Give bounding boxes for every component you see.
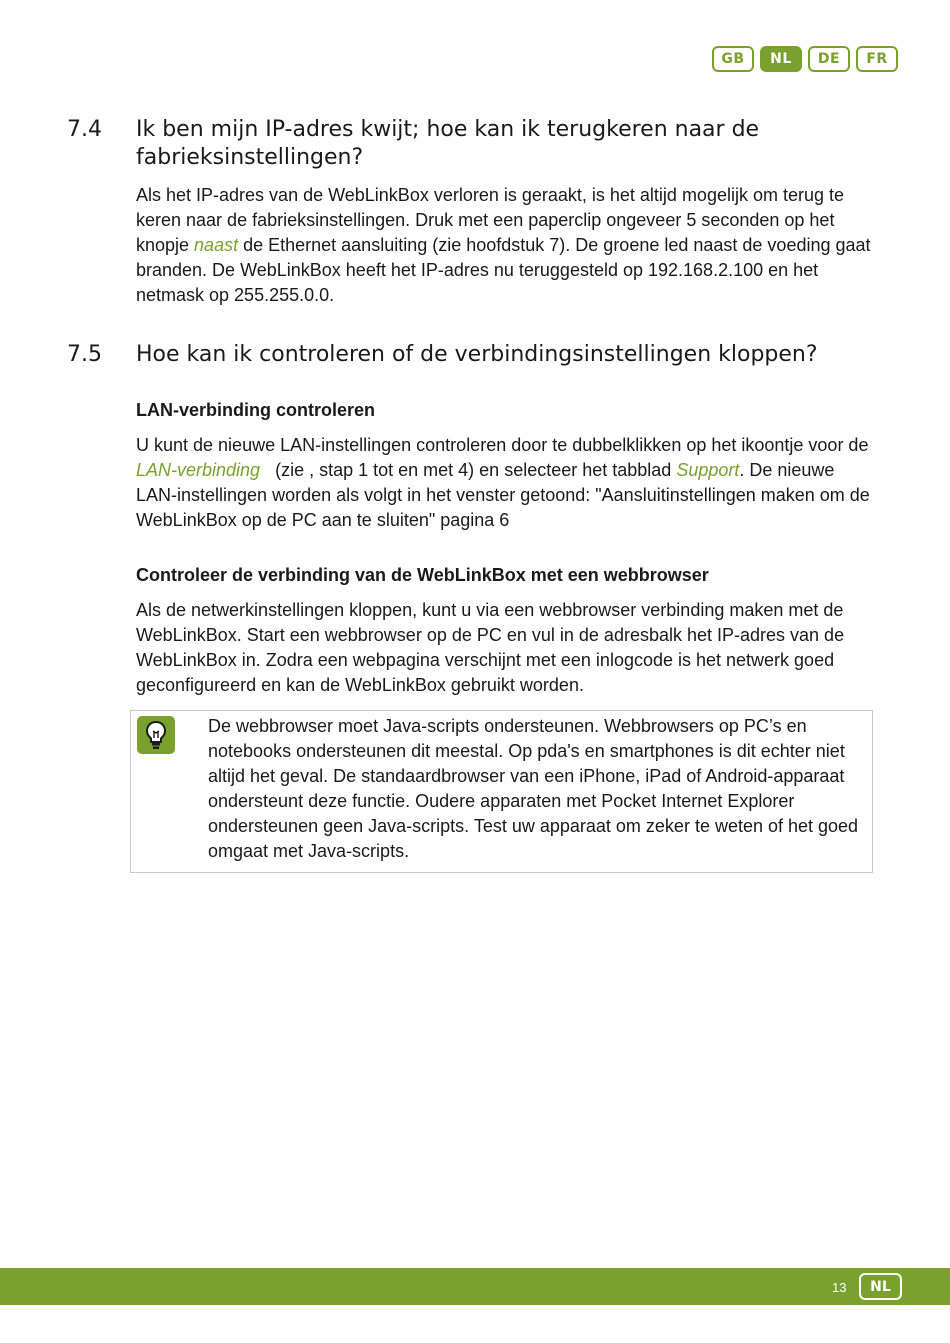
tip-text: De webbrowser moet Java-scripts ondersteunen. Webbrowsers op PC’s en notebooks ondersteunen dit meestal. Op pda's en smartphones is dit echter niet altijd het geval. De standaardbrowser van een iPhone, iPad of Android-apparaat ondersteunt deze functie. Oudere apparaten met Pocket Internet Explorer ondersteunen geen Java-scripts. Test uw apparaat om zeker te weten of het goed omgaat met Java-scripts.	[208, 716, 859, 861]
section-7-5-number: 7.5	[67, 342, 102, 367]
lan-body-part3: . De nieuwe LAN-instellingen worden als volgt in het venster getoond: "Aansluitinstellingen maken om de WebLinkBox op de PC aan te sluiten" pagina 6	[136, 460, 870, 530]
browser-body: Als de netwerkinstellingen kloppen, kunt u via een webbrowser verbinding maken met de WebLinkBox. Start een webbrowser op de PC en vul in de adresbalk het IP-adres van de WebLinkBox in. Zodra een webpagina verschijnt met een inlogcode is het netwerk goed geconfigureerd en kan de WebLinkBox gebruikt worden.	[136, 600, 845, 695]
lang-tab-nl[interactable]: NL	[760, 46, 802, 72]
lang-tab-fr[interactable]: FR	[856, 46, 898, 72]
lan-body-part2: (zie , stap 1 tot en met 4) en selecteer het tabblad	[260, 460, 677, 480]
link-lan-verbinding[interactable]: LAN-verbinding	[136, 460, 261, 480]
section-7-4-body-part2: de Ethernet aansluiting (zie hoofdstuk 7). De groene led naast de voeding gaat branden. De WebLinkBox heeft het IP-adres nu teruggesteld op 192.168.2.100 en het netmask op 255.255.0.0.	[136, 235, 871, 305]
language-selector	[712, 46, 898, 72]
link-support[interactable]: Support	[676, 460, 740, 480]
lan-body	[136, 433, 876, 533]
page-number: 13	[832, 1280, 847, 1295]
tip-box	[130, 710, 873, 873]
browser-heading: Controleer de verbinding van de WebLinkBox met een webbrowser	[136, 565, 709, 585]
section-7-4-body-part1: Als het IP-adres van de WebLinkBox verloren is geraakt, is het altijd mogelijk om terug te keren naar de fabrieksinstellingen. Druk met een paperclip ongeveer 5 seconden op het knopje	[136, 185, 845, 255]
section-7-5-title: Hoe kan ik controleren of de verbindingsinstellingen kloppen?	[136, 342, 818, 367]
footer-bar	[0, 1268, 950, 1305]
lang-tab-gb[interactable]: GB	[712, 46, 754, 72]
section-7-4-title: Ik ben mijn IP-adres kwijt; hoe kan ik terugkeren naar de fabrieksinstellingen?	[136, 117, 760, 170]
lan-heading: LAN-verbinding controleren	[136, 400, 376, 420]
lightbulb-icon	[137, 716, 175, 754]
footer-language-badge: NL	[859, 1273, 902, 1300]
section-7-4-body	[136, 183, 876, 308]
section-7-4-number: 7.4	[67, 117, 102, 142]
lan-body-part1: U kunt de nieuwe LAN-instellingen controleren door te dubbelklikken op het ikoontje voor de	[136, 435, 869, 455]
lang-tab-de[interactable]: DE	[808, 46, 850, 72]
highlight-naast: naast	[194, 235, 239, 255]
